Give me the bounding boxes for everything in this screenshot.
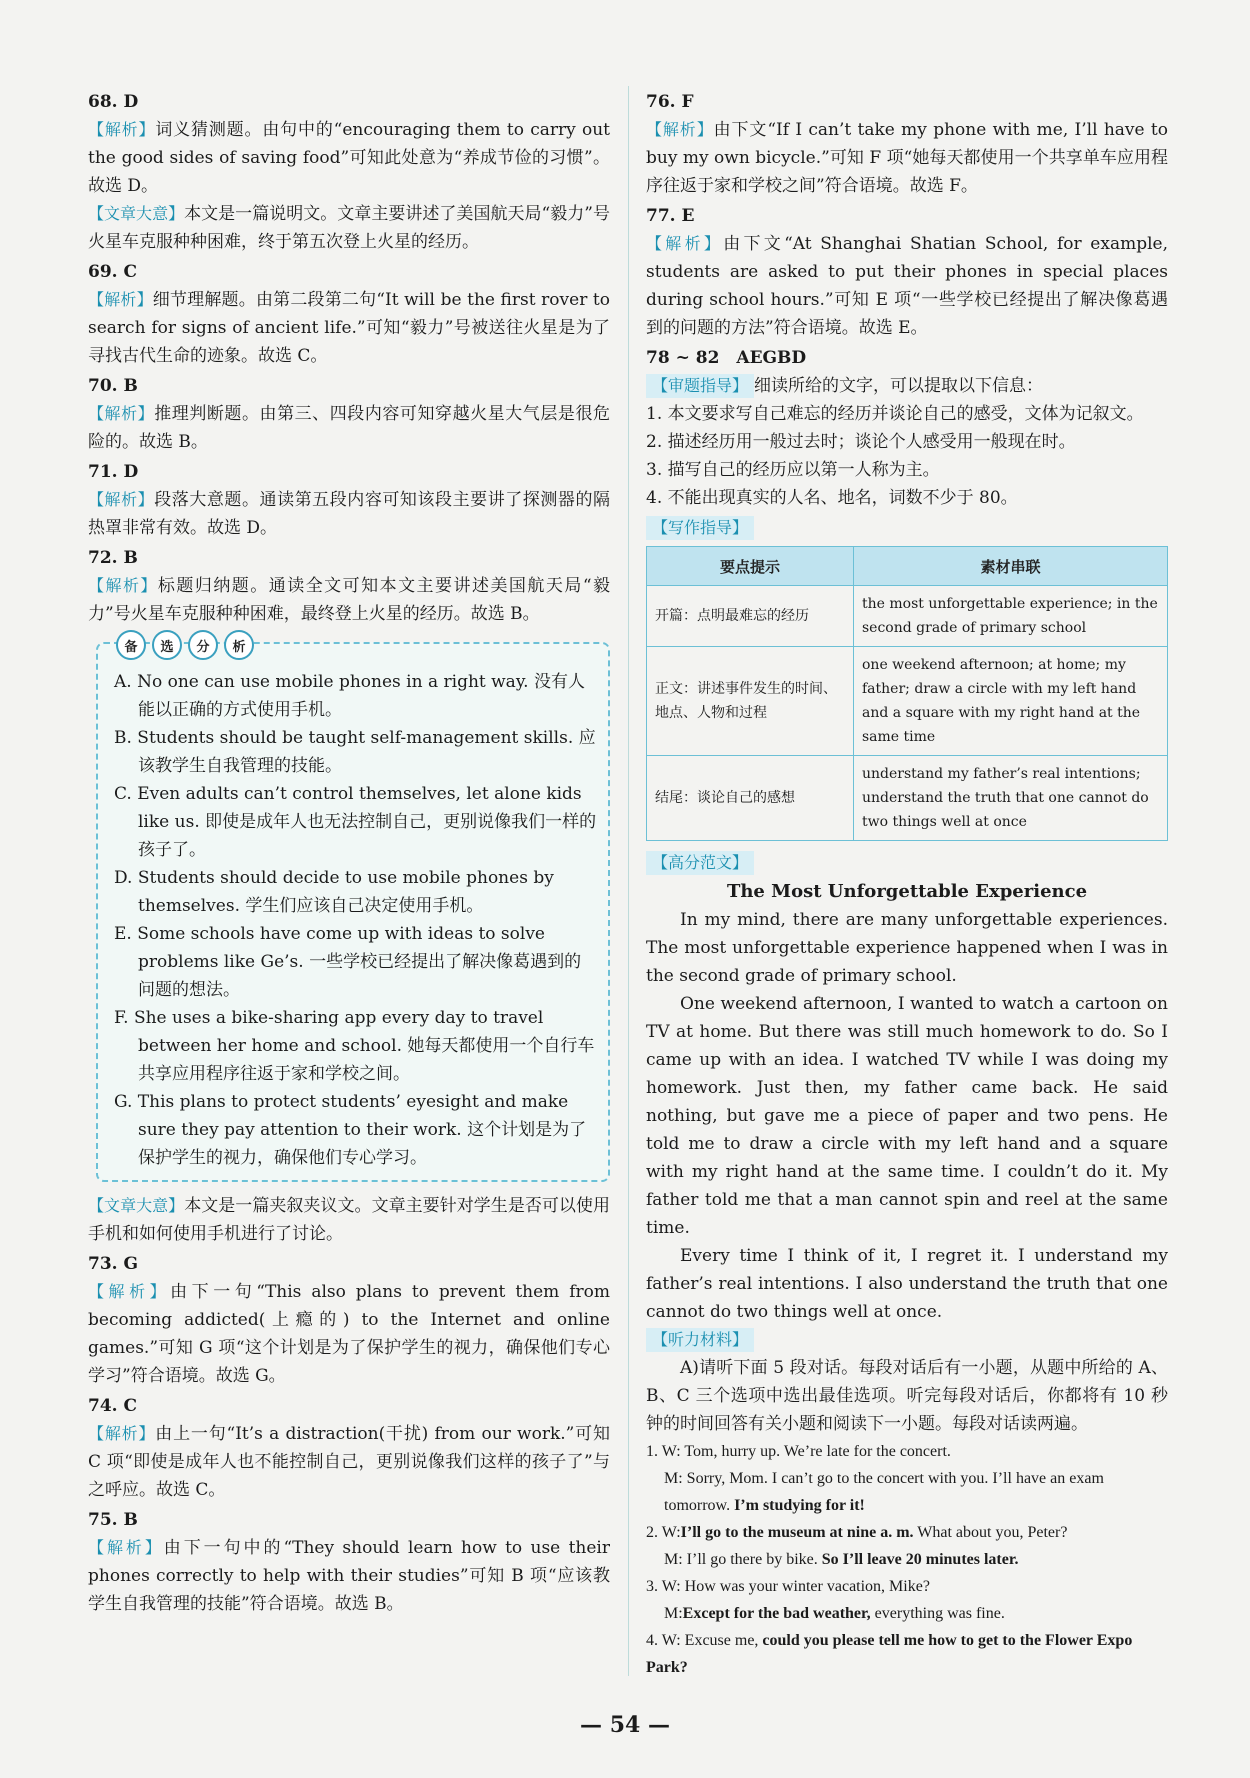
analysis-tag: 【解析】 xyxy=(88,490,155,509)
page-number: — 54 — xyxy=(580,1712,670,1738)
table-header: 素材串联 xyxy=(854,547,1168,586)
q76-number: 76. F xyxy=(646,92,694,112)
column-divider xyxy=(628,86,629,1676)
table-row xyxy=(647,586,1168,647)
analysis-tag: 【解析】 xyxy=(646,234,724,253)
summary-tag: 【文章大意】 xyxy=(88,204,185,223)
dialog-2a-key: I’ll go to the museum at nine a. m. xyxy=(680,1524,914,1541)
option-f: F. She uses a bike-sharing app every day to travel between her home and school. 她每天都使用一个自行车共享应用程序往返于家和学校之间。 xyxy=(114,1008,595,1084)
guide-intro-text: 细读所给的文字，可以提取以下信息： xyxy=(754,376,1044,396)
dialog-3b-text: everything was fine. xyxy=(874,1605,1005,1622)
table-cell-material: the most unforgettable experience; in the second grade of primary school xyxy=(854,586,1168,647)
option-c: C. Even adults can’t control themselves, let alone kids like us. 即使是成年人也无法控制自己，更别说像我们一样的孩子了。 xyxy=(114,784,597,860)
q68-text: 词义猜测题。由句中的“encouraging them to carry out the good sides of saving food”可知此处意为“养成节俭的习惯”。故选 D。 xyxy=(88,120,610,196)
q74-analysis xyxy=(88,1420,610,1504)
dialog-2a-speaker: 2. W: xyxy=(646,1524,681,1541)
q69-number: 69. C xyxy=(88,262,138,282)
q78-82-answers: 78 ~ 82 AEGBD xyxy=(646,348,807,368)
dialog-4a-text: 4. W: Excuse me, xyxy=(646,1632,759,1649)
guide-item: 1. 本文要求写自己难忘的经历并谈论自己的感受，文体为记叙文。 xyxy=(646,404,1144,424)
guide-tag: 【审题指导】 xyxy=(646,374,754,398)
q75-analysis xyxy=(88,1534,610,1618)
guide-intro xyxy=(646,372,1168,400)
table-cell-material: one weekend afternoon; at home; my father; draw a circle with my left hand and a square with my right hand at the same time xyxy=(854,647,1168,756)
table-cell-point: 正文：讲述事件发生的时间、地点、人物和过程 xyxy=(647,647,854,756)
table-header-row xyxy=(647,547,1168,586)
table-header: 要点提示 xyxy=(647,547,854,586)
q72-analysis xyxy=(88,572,610,628)
q70-text: 推理判断题。由第三、四段内容可知穿越火星大气层是很危险的。故选 B。 xyxy=(88,404,610,452)
listening-intro: A)请听下面 5 段对话。每段对话后有一小题，从题中所给的 A、B、C 三个选项中选出最佳选项。听完每段对话后，你都将有 10 秒钟的时间回答有关小题和阅读下一小题。每段对话读两遍。 xyxy=(646,1358,1168,1434)
analysis-tag: 【解析】 xyxy=(88,404,155,423)
option-d: D. Students should decide to use mobile phones by themselves. 学生们应该自己决定使用手机。 xyxy=(114,868,554,916)
model-paragraph: One weekend afternoon, I wanted to watch a cartoon on TV at home. But there was still much homework to do. So I came up with an idea. I watched TV while I was doing my homework. Just then, my father came back. He said nothing, but gave me a piece of paper and two pens. He told me to draw a circle with my left hand and a square with my right hand at the same time. I couldn’t do it. My father told me that a man cannot spin and reel at the same time. xyxy=(646,994,1168,1238)
dialog-4a xyxy=(646,1627,1168,1681)
options-analysis-box xyxy=(96,639,610,1182)
writing-table xyxy=(646,546,1168,841)
model-title: The Most Unforgettable Experience xyxy=(726,881,1088,902)
q74-text: 由上一句“It’s a distraction(干扰) from our work.”可知 C 项“即使是成年人也不能控制自己，更别说像我们这样的孩子了”与之呼应。故选 C。 xyxy=(88,1424,610,1500)
guide-item: 2. 描述经历用一般过去时；谈论个人感受用一般现在时。 xyxy=(646,432,1076,452)
dialog-2b xyxy=(646,1546,1168,1573)
right-column xyxy=(646,86,1168,1681)
q71-analysis xyxy=(88,486,610,542)
table-cell-point: 结尾：谈论自己的感想 xyxy=(647,756,854,841)
dialog-4a-key: could you please tell me how to get to the Flower Expo Park? xyxy=(646,1632,1133,1676)
option-g: G. This plans to protect students’ eyesight and make sure they pay attention to their work. 这个计划是为了保护学生的视力，确保他们专心学习。 xyxy=(114,1092,587,1168)
box-title-char: 析 xyxy=(224,630,254,660)
writing-guide-heading xyxy=(646,514,1168,542)
q70-analysis xyxy=(88,400,610,456)
guide-item: 3. 描写自己的经历应以第一人称为主。 xyxy=(646,460,940,480)
dialog-2b-text: M: I’ll go there by bike. xyxy=(664,1551,818,1568)
listening-heading xyxy=(646,1326,1168,1354)
analysis-tag: 【解析】 xyxy=(88,576,158,595)
box-title-char: 分 xyxy=(188,630,218,660)
analysis-tag: 【解析】 xyxy=(88,120,156,139)
q71-text: 段落大意题。通读第五段内容可知该段主要讲了探测器的隔热罩非常有效。故选 D。 xyxy=(88,490,610,538)
q77-number: 77. E xyxy=(646,206,695,226)
guide-item: 4. 不能出现真实的人名、地名，词数不少于 80。 xyxy=(646,488,1018,508)
model-tag: 【高分范文】 xyxy=(646,851,754,875)
analysis-tag: 【解析】 xyxy=(646,120,714,139)
table-cell-point: 开篇：点明最难忘的经历 xyxy=(647,586,854,647)
writing-tag: 【写作指导】 xyxy=(646,516,754,540)
dialog-2a xyxy=(646,1519,1168,1546)
option-a: A. No one can use mobile phones in a right way. 没有人能以正确的方式使用手机。 xyxy=(114,672,585,720)
dialog-1a: 1. W: Tom, hurry up. We’re late for the concert. xyxy=(646,1443,951,1460)
box-title xyxy=(116,630,254,660)
dialog-3b-key: Except for the bad weather, xyxy=(682,1605,871,1622)
table-row xyxy=(647,647,1168,756)
q77-text: 由下文“At Shanghai Shatian School, for example, students are asked to put their phones in special places during school hours.”可知 E 项“一些学校已经提出了解决像葛遇到的问题的方法”符合语境。故选 E。 xyxy=(646,234,1168,338)
model-paragraph: In my mind, there are many unforgettable experiences. The most unforgettable experience happened when I was in the second grade of primary school. xyxy=(646,910,1168,986)
q71-number: 71. D xyxy=(88,462,139,482)
q72-number: 72. B xyxy=(88,548,138,568)
dialog-1b-text: M: Sorry, Mom. I can’t go to the concert with you. I’ll have an exam tomorrow. xyxy=(664,1470,1104,1514)
analysis-tag: 【解析】 xyxy=(88,290,153,309)
q74-number: 74. C xyxy=(88,1396,138,1416)
q72-text: 标题归纳题。通读全文可知本文主要讲述美国航天局“毅力”号火星车克服种种困难，最终登上火星的经历。故选 B。 xyxy=(88,576,610,624)
q73-number: 73. G xyxy=(88,1254,139,1274)
article2-text: 本文是一篇夹叙夹议文。文章主要针对学生是否可以使用手机和如何使用手机进行了讨论。 xyxy=(88,1196,610,1244)
q77-analysis xyxy=(646,230,1168,342)
q75-text: 由下一句中的“They should learn how to use their phones correctly to help with their studies”可知 B 项“应该教学生自我管理的技能”符合语境。故选 B。 xyxy=(88,1538,610,1614)
dialog-2b-key: So I’ll leave 20 minutes later. xyxy=(821,1551,1019,1568)
q73-text: 由下一句“This also plans to prevent them from becoming addicted(上瘾的) to the Internet and online games.”可知 G 项“这个计划是为了保护学生的视力，确保他们专心学习”符合语境。故选 G。 xyxy=(88,1282,610,1386)
q73-analysis xyxy=(88,1278,610,1390)
model-heading xyxy=(646,849,1168,877)
q68-analysis xyxy=(88,116,610,200)
dialog-2a-text: What about you, Peter? xyxy=(917,1524,1068,1541)
dialog-3b-speaker: M: xyxy=(664,1605,683,1622)
dialog-3a: 3. W: How was your winter vacation, Mike? xyxy=(646,1578,930,1595)
analysis-tag: 【解析】 xyxy=(88,1282,171,1301)
dialog-3b xyxy=(646,1600,1168,1627)
dialog-1b xyxy=(646,1465,1168,1519)
dialog-1b-key: I’m studying for it! xyxy=(734,1497,865,1514)
article2-summary xyxy=(88,1192,610,1248)
q68-number: 68. D xyxy=(88,92,139,112)
q70-number: 70. B xyxy=(88,376,138,396)
q76-analysis xyxy=(646,116,1168,200)
q76-text: 由下文“If I can’t take my phone with me, I’ll have to buy my own bicycle.”可知 F 项“她每天都使用一个共享单车应用程序往返于家和学校之间”符合语境。故选 F。 xyxy=(646,120,1168,196)
table-row xyxy=(647,756,1168,841)
option-e: E. Some schools have come up with ideas to solve problems like Ge’s. 一些学校已经提出了解决像葛遇到的问题的想法。 xyxy=(114,924,582,1000)
q69-text: 细节理解题。由第二段第二句“It will be the first rover to search for signs of ancient life.”可知“毅力”号被送往火星是为了寻找古代生命的迹象。故选 C。 xyxy=(88,290,610,366)
summary-tag: 【文章大意】 xyxy=(88,1196,185,1215)
q75-number: 75. B xyxy=(88,1510,138,1530)
q69-analysis xyxy=(88,286,610,370)
article1-text: 本文是一篇说明文。文章主要讲述了美国航天局“毅力”号火星车克服种种困难，终于第五次登上火星的经历。 xyxy=(88,204,610,252)
article1-summary xyxy=(88,200,610,256)
model-paragraph: Every time I think of it, I regret it. I understand my father’s real intentions. I also understand the truth that one cannot do two things well at once. xyxy=(646,1246,1168,1322)
analysis-tag: 【解析】 xyxy=(88,1538,164,1557)
box-title-char: 选 xyxy=(152,630,182,660)
option-b: B. Students should be taught self-management skills. 应该教学生自我管理的技能。 xyxy=(114,728,596,776)
listening-tag: 【听力材料】 xyxy=(646,1328,754,1352)
table-cell-material: understand my father’s real intentions; understand the truth that one cannot do two things well at once xyxy=(854,756,1168,841)
left-column xyxy=(88,86,610,1618)
analysis-tag: 【解析】 xyxy=(88,1424,156,1443)
box-title-char: 备 xyxy=(116,630,146,660)
